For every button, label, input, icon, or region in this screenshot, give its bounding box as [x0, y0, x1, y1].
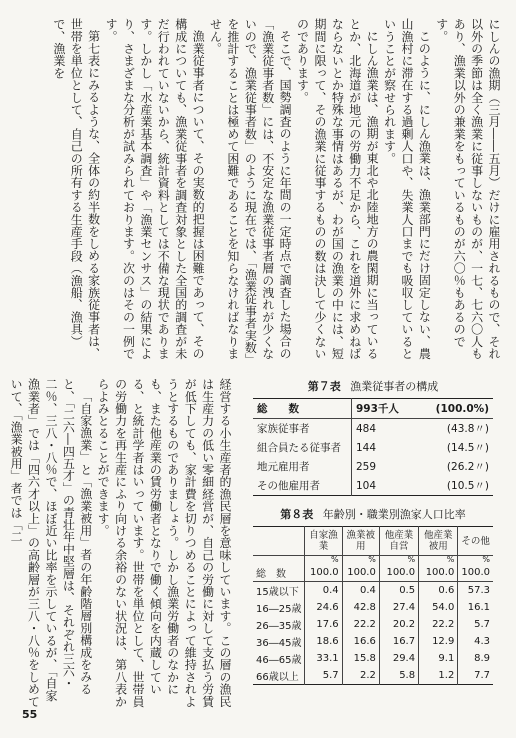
row-label: 36―45歳: [256, 638, 302, 649]
unit-label: %: [419, 556, 458, 565]
table-cell: 42.8: [342, 599, 379, 616]
table-row: [253, 582, 493, 600]
table8: [253, 526, 493, 685]
table-cell: 2.2: [342, 667, 379, 685]
table8-number: 第８表: [280, 508, 314, 521]
row-label: 66歳以上: [256, 672, 299, 683]
unit-label: %: [342, 556, 379, 565]
table-row: [253, 667, 493, 685]
table-cell: 8.9: [458, 650, 493, 667]
paragraph: 漁業従事者について、その実数的把握は困難であって、その構成についても、漁業従事者を調査対象とした全国的調査が未だ行われていないから、統計資料としては不備な現状であります。しかし「水産業基本調査」や「漁業センサス」の結果により、さまざまな分析が試みられております。次のはその一例です。: [104, 18, 206, 360]
row-label: 46―65歳: [256, 655, 302, 666]
table-cell: 100.0: [305, 564, 342, 582]
table-cell: (26.2〃): [446, 461, 489, 473]
table-row: [253, 564, 493, 582]
table-row: [253, 438, 493, 457]
table-cell: 家族従事者: [253, 419, 352, 439]
paragraph: にしんの漁期（三月――五月）だけに雇用されるもので、それ以外の季節は全く漁業に従事しないものが、一七、七六〇人もあり、漁業以外の兼業をもっているものが六〇％もあるのです。: [434, 18, 501, 360]
table8-caption: [253, 506, 493, 522]
row-label: 15歳以下: [256, 587, 299, 598]
table-cell: 100.0: [419, 564, 458, 582]
column-header: 他産業自営: [379, 527, 418, 556]
table-row: [253, 399, 493, 419]
row-label: 26―35歳: [256, 621, 302, 632]
table-cell: 100.0: [379, 564, 418, 582]
table-header-row: [253, 527, 493, 556]
table-cell: 144: [356, 441, 377, 454]
table-cell: 16.7: [379, 633, 418, 650]
table-cell: 総 数: [253, 399, 352, 419]
table-cell: 22.2: [419, 616, 458, 633]
table-cell: 5.8: [379, 667, 418, 685]
table-cell: 22.2: [342, 616, 379, 633]
body-text-top: [0, 18, 502, 360]
table-row: [253, 616, 493, 633]
row-label: 16―25歳: [256, 604, 302, 615]
table-row: [253, 650, 493, 667]
table-cell: 12.9: [419, 633, 458, 650]
tables-area: [253, 378, 493, 685]
table7-title: 漁業従事者の構成: [350, 380, 439, 393]
table-cell: 16.1: [458, 599, 493, 616]
column-header: その他: [458, 527, 493, 556]
table-cell: 54.0: [419, 599, 458, 616]
column-header: 他産業被用: [419, 527, 458, 556]
table7-number: 第７表: [307, 380, 341, 393]
table-cell: 100.0: [342, 564, 379, 582]
table-cell: 5.7: [458, 616, 493, 633]
table-cell: 0.4: [342, 582, 379, 600]
table8-title: 年齢別・職業別漁家人口比率: [322, 508, 466, 521]
table-row: [253, 633, 493, 650]
paragraph: このように、にしん漁業は、漁業部門にだけ固定しない、農山漁村に滞在する過剰人口や、失業人口までも吸収しているということが察せられます。: [382, 18, 432, 360]
table-cell: (14.5〃): [446, 442, 489, 454]
table-cell: 0.5: [379, 582, 418, 600]
table-cell: 0.4: [305, 582, 342, 600]
table-cell: 29.4: [379, 650, 418, 667]
table-cell: 16.6: [342, 633, 379, 650]
table-cell: 15.8: [342, 650, 379, 667]
table-cell: 0.6: [419, 582, 458, 600]
unit-label: %: [458, 556, 493, 565]
table-cell: 27.4: [379, 599, 418, 616]
table-cell: 地元雇用者: [253, 457, 352, 476]
table-cell: 33.1: [305, 650, 342, 667]
table-cell: 1.2: [419, 667, 458, 685]
table-cell: 17.6: [305, 616, 342, 633]
table-cell: 104: [356, 479, 377, 492]
table-cell: その他雇用者: [253, 476, 352, 496]
page-number: 55: [22, 708, 38, 721]
table-cell: 993千人: [352, 399, 417, 419]
unit-label: %: [379, 556, 418, 565]
row-label: 総 数: [253, 564, 305, 582]
table-row: [253, 419, 493, 439]
table-cell: 4.3: [458, 633, 493, 650]
table-cell: 組合員たる従事者: [253, 438, 352, 457]
table-cell: 18.6: [305, 633, 342, 650]
table-cell: (10.5〃): [446, 480, 489, 492]
table-row: [253, 457, 493, 476]
paragraph: そこで、国勢調査のように年間の一定時点で調査した場合の「漁業従事者数」には、不安定な漁業従事者層の洩れが少くないので、漁業従事者数」のように現在では、「漁業従事者実数」を推計することは極めて困難であることを知らなければなりません。: [208, 18, 293, 360]
table-cell: 259: [356, 460, 377, 473]
paragraph: にしん漁業は、漁期が東北や北陸地方の農閑期に当っているとか、北海道が地元の労働力不足から、これを道外に求めねばならないとか特殊な事情はあるが、わが国の漁業の中には、短期間に限って、その漁業に従事するものの数は決して少くないのであります。: [295, 18, 380, 360]
table-cell: (100.0%): [416, 399, 493, 419]
paragraph: 第七表にみるような、全体の約半数をしめる家族従事者は、世帯を単位として、自己の所有する生産手段（漁船、漁具）で、漁業を: [51, 18, 101, 360]
table-cell: 7.7: [458, 667, 493, 685]
unit-row: [253, 556, 493, 565]
table7-caption: [253, 378, 493, 394]
table-cell: 9.1: [419, 650, 458, 667]
table-cell: 24.6: [305, 599, 342, 616]
unit-label: %: [305, 556, 342, 565]
table-cell: 100.0: [458, 564, 493, 582]
table-cell: 484: [356, 422, 377, 435]
table-cell: (43.8〃): [446, 423, 489, 435]
table-cell: 5.7: [305, 667, 342, 685]
table-row: [253, 476, 493, 496]
paragraph: 経営する小生産者的漁民層を意味しています。この層の漁民は生産力の低い零細経営が、自己の労働に対して支払う労賃が低下しても、家計費を切りつめることによって維持されようとするものでありましょう。しかし漁業労働者のなかにも、また他産業の賃労働者となりで働く傾向を内蔵している、と統計学者はいっています。世帯を単位として、世帯員の労働力を再生産にふり向ける余裕のない状況は、第八表からよみとることができます。: [96, 378, 232, 708]
column-header: 漁業被用: [342, 527, 379, 556]
column-header: 自家漁業: [305, 527, 342, 556]
table-cell: 20.2: [379, 616, 418, 633]
table-cell: 57.3: [458, 582, 493, 600]
body-text-bottom: [9, 378, 233, 708]
table7: [253, 398, 493, 496]
paragraph: 「自家漁業」と「漁業被用」者の年齢階層別構成をみると、「二六―四五才」の青壮年中堅層は、それぞれ三六・二％、三八・八％で、ほぼ近い比率を示しているが、「自家漁業者」では「四六才以上」の高齢層が三八・八％をしめていて、「漁業被用」者では「二: [9, 378, 93, 708]
table-row: [253, 599, 493, 616]
